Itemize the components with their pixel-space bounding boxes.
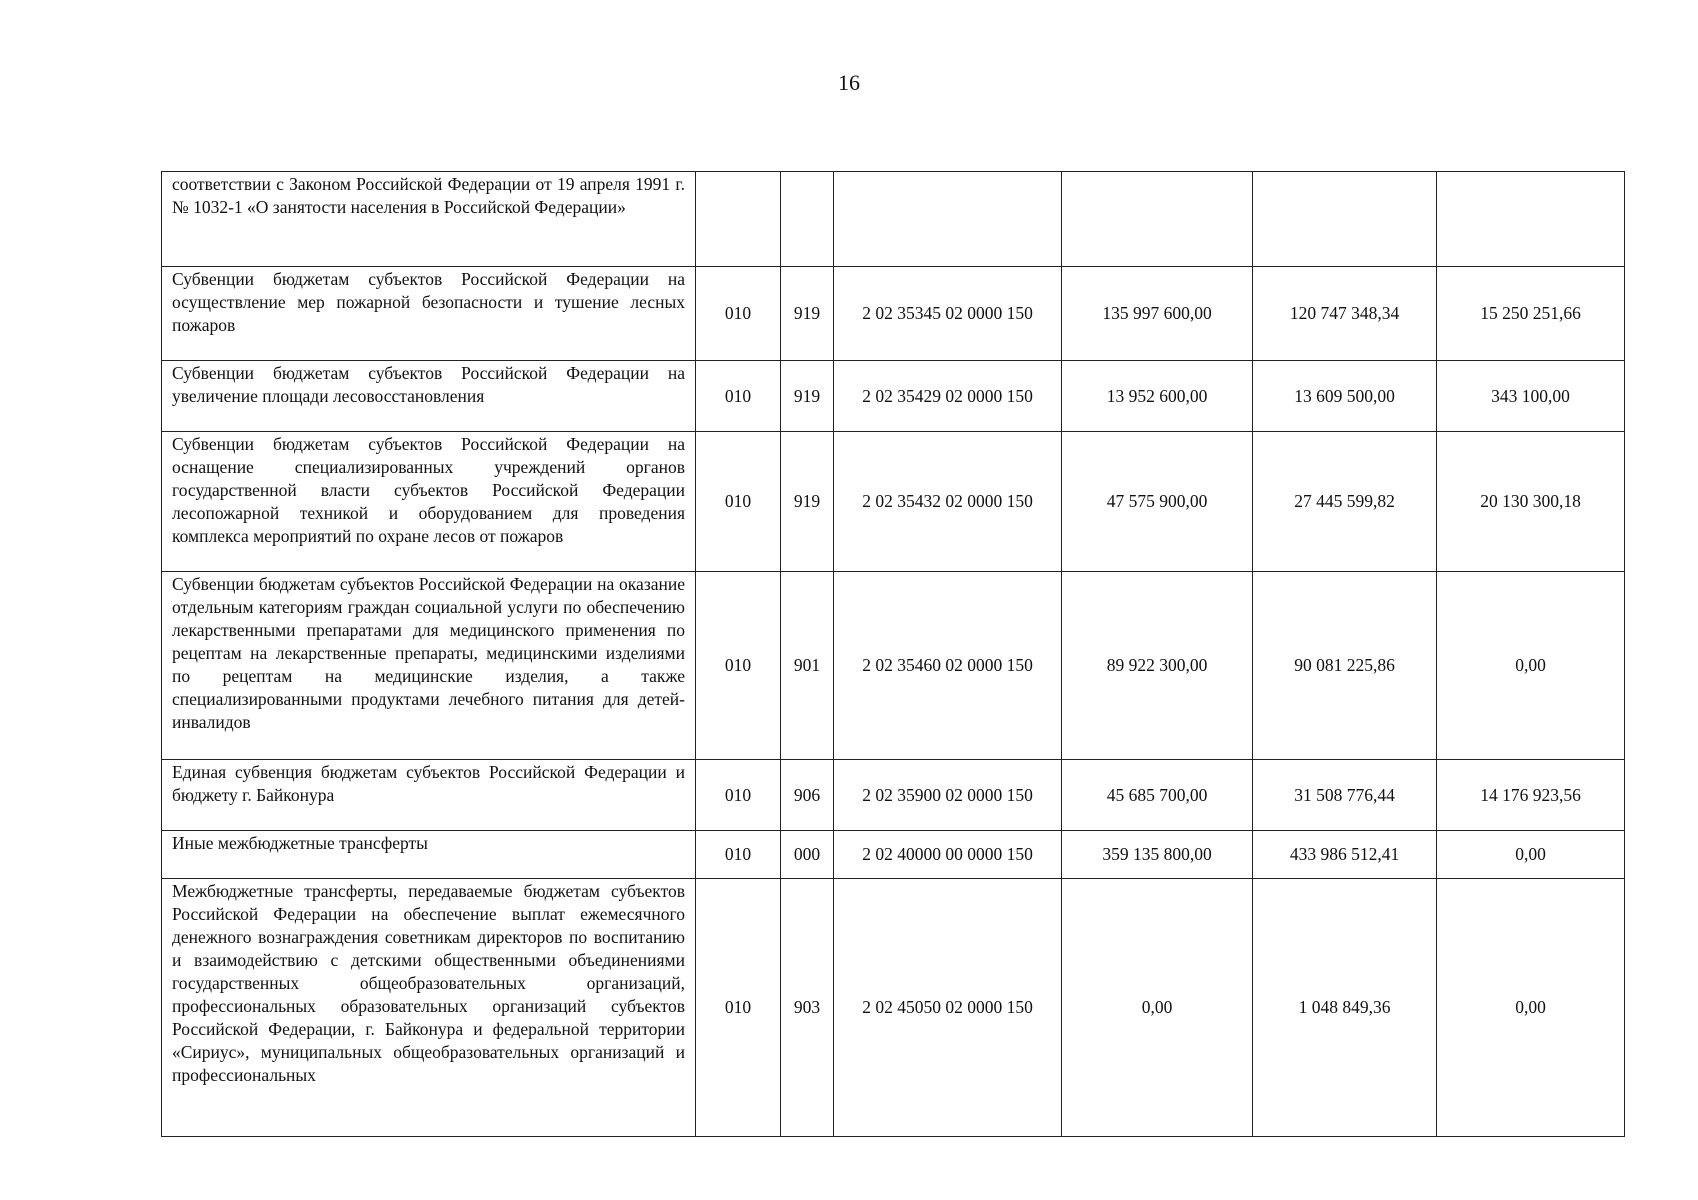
row-description: Субвенции бюджетам субъектов Российской Федерации на осуществление мер пожарной безопасности и тушение лесных пожаров (162, 267, 696, 361)
row-admin-code: 919 (781, 267, 834, 361)
row-planned-amount (1062, 172, 1253, 267)
table-row (162, 432, 1625, 572)
row-admin-code: 919 (781, 432, 834, 572)
row-executed-amount: 120 747 348,34 (1253, 267, 1437, 361)
row-section-code (696, 172, 781, 267)
row-executed-amount: 1 048 849,36 (1253, 879, 1437, 1137)
row-budget-code: 2 02 35432 02 0000 150 (834, 432, 1062, 572)
budget-table (161, 171, 1625, 1137)
row-executed-amount: 90 081 225,86 (1253, 572, 1437, 760)
row-description: Субвенции бюджетам субъектов Российской Федерации на оснащение специализированных учреждений органов государственной власти субъектов Российской Федерации лесопожарной техникой и оборудованием для проведения комплекса мероприятий по охране лесов от пожаров (162, 432, 696, 572)
row-section-code: 010 (696, 267, 781, 361)
row-planned-amount: 135 997 600,00 (1062, 267, 1253, 361)
row-section-code: 010 (696, 361, 781, 432)
row-budget-code: 2 02 35900 02 0000 150 (834, 760, 1062, 831)
row-planned-amount: 45 685 700,00 (1062, 760, 1253, 831)
page-number: 16 (838, 70, 860, 95)
row-remaining-amount: 15 250 251,66 (1437, 267, 1625, 361)
row-planned-amount: 0,00 (1062, 879, 1253, 1137)
row-remaining-amount: 0,00 (1437, 879, 1625, 1137)
row-budget-code: 2 02 45050 02 0000 150 (834, 879, 1062, 1137)
row-executed-amount: 31 508 776,44 (1253, 760, 1437, 831)
row-planned-amount: 89 922 300,00 (1062, 572, 1253, 760)
table-row (162, 831, 1625, 879)
row-remaining-amount: 20 130 300,18 (1437, 432, 1625, 572)
row-executed-amount: 433 986 512,41 (1253, 831, 1437, 879)
table-row (162, 760, 1625, 831)
row-admin-code: 903 (781, 879, 834, 1137)
row-admin-code: 901 (781, 572, 834, 760)
row-description: Иные межбюджетные трансферты (162, 831, 696, 879)
row-budget-code: 2 02 35460 02 0000 150 (834, 572, 1062, 760)
row-planned-amount: 13 952 600,00 (1062, 361, 1253, 432)
row-budget-code: 2 02 35345 02 0000 150 (834, 267, 1062, 361)
row-admin-code: 906 (781, 760, 834, 831)
row-admin-code: 919 (781, 361, 834, 432)
row-budget-code (834, 172, 1062, 267)
row-description: Субвенции бюджетам субъектов Российской Федерации на увеличение площади лесовосстановления (162, 361, 696, 432)
row-executed-amount: 27 445 599,82 (1253, 432, 1437, 572)
row-remaining-amount: 0,00 (1437, 572, 1625, 760)
row-budget-code: 2 02 40000 00 0000 150 (834, 831, 1062, 879)
row-section-code: 010 (696, 432, 781, 572)
row-budget-code: 2 02 35429 02 0000 150 (834, 361, 1062, 432)
row-description: соответствии с Законом Российской Федерации от 19 апреля 1991 г. № 1032-1 «О занятости населения в Российской Федерации» (162, 172, 696, 267)
row-executed-amount (1253, 172, 1437, 267)
row-section-code: 010 (696, 572, 781, 760)
row-description: Субвенции бюджетам субъектов Российской Федерации на оказание отдельным категориям граждан социальной услуги по обеспечению лекарственными препаратами для медицинского применения по рецептам на лекарственные препараты, медицинскими изделиями по рецептам на медицинские изделия, а также специализированными продуктами лечебного питания для детей-инвалидов (162, 572, 696, 760)
row-remaining-amount: 14 176 923,56 (1437, 760, 1625, 831)
row-planned-amount: 47 575 900,00 (1062, 432, 1253, 572)
row-admin-code: 000 (781, 831, 834, 879)
table-row (162, 361, 1625, 432)
table-row (162, 172, 1625, 267)
table-row (162, 572, 1625, 760)
row-section-code: 010 (696, 831, 781, 879)
table-row (162, 267, 1625, 361)
row-remaining-amount (1437, 172, 1625, 267)
row-description: Межбюджетные трансферты, передаваемые бюджетам субъектов Российской Федерации на обеспечение выплат ежемесячного денежного вознаграждения советникам директоров по воспитанию и взаимодействию с детскими общественными объединениями государственных общеобразовательных организаций, профессиональных образовательных организаций субъектов Российской Федерации, г. Байконура и федеральной территории «Сириус», муниципальных общеобразовательных организаций и профессиональных (162, 879, 696, 1137)
row-admin-code (781, 172, 834, 267)
row-remaining-amount: 343 100,00 (1437, 361, 1625, 432)
table-row (162, 879, 1625, 1137)
row-planned-amount: 359 135 800,00 (1062, 831, 1253, 879)
row-remaining-amount: 0,00 (1437, 831, 1625, 879)
row-description: Единая субвенция бюджетам субъектов Российской Федерации и бюджету г. Байконура (162, 760, 696, 831)
row-executed-amount: 13 609 500,00 (1253, 361, 1437, 432)
row-section-code: 010 (696, 760, 781, 831)
row-section-code: 010 (696, 879, 781, 1137)
